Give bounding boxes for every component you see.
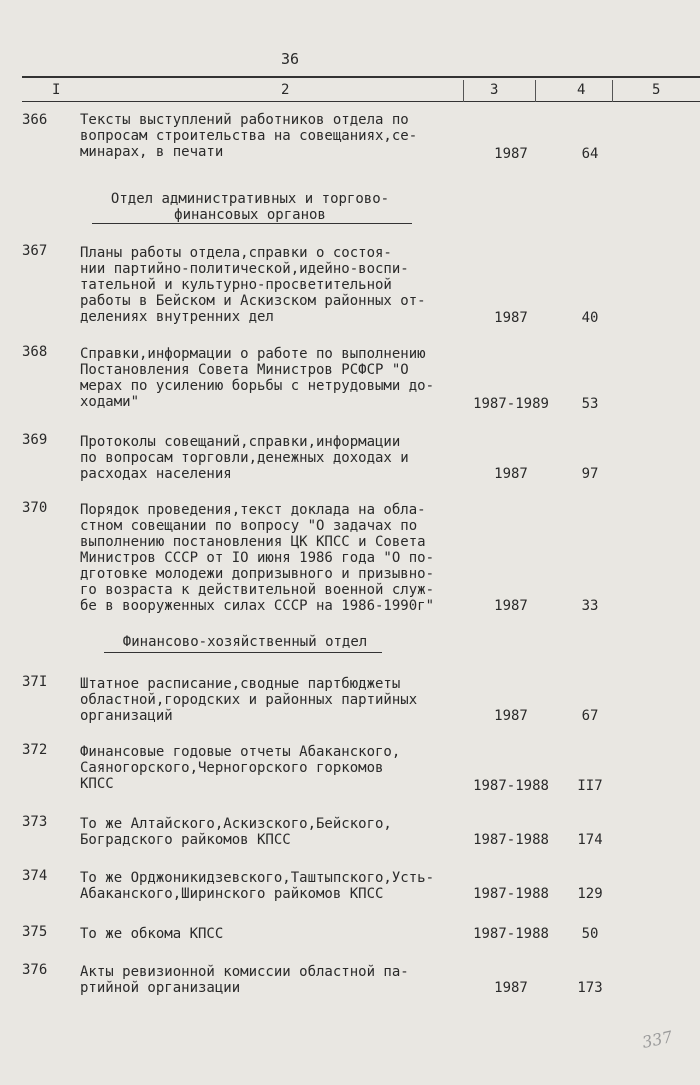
entry-description: Акты ревизионной комиссии областной па- ртийной организации (80, 964, 409, 996)
header-bottom-rule (22, 101, 700, 102)
entry-years: 1987-1988 (473, 926, 549, 942)
entry-years: 1987 (494, 310, 528, 326)
header-top-rule (22, 76, 700, 78)
entry-number: 370 (22, 500, 48, 516)
column-header: 5 (652, 82, 661, 98)
handwritten-page-note: 337 (640, 1027, 675, 1052)
entry-number: 367 (22, 243, 48, 259)
entry-number: 366 (22, 112, 48, 128)
entry-years: 1987-1988 (473, 832, 549, 848)
entry-count: 64 (581, 146, 599, 162)
column-divider (612, 80, 613, 102)
entry-count: 53 (581, 396, 599, 412)
entry-years: 1987-1988 (473, 778, 549, 794)
entry-description: То же Орджоникидзевского,Таштыпского,Усть- Абаканского,Ширинского райкомов КПСС (80, 870, 435, 902)
column-header: 2 (281, 82, 290, 98)
column-header: 3 (490, 82, 499, 98)
entry-count: 173 (577, 980, 603, 996)
entry-years: 1987-1989 (473, 396, 549, 412)
entry-number: 372 (22, 742, 48, 758)
section-heading: Отдел административных и торгово- финансовых органов (110, 191, 390, 223)
column-divider (535, 80, 536, 102)
entry-number: 375 (22, 924, 48, 940)
entry-count: 33 (581, 598, 599, 614)
entry-count: 97 (581, 466, 599, 482)
column-header: I (52, 82, 61, 98)
section-underline (92, 223, 412, 224)
entry-years: 1987-1988 (473, 886, 549, 902)
entry-years: 1987 (494, 708, 528, 724)
entry-description: Штатное расписание,сводные партбюджеты областной,городских и районных партийных организаций (80, 676, 418, 724)
entry-description: То же обкома КПСС (80, 926, 224, 942)
entry-count: 50 (581, 926, 599, 942)
entry-number: 368 (22, 344, 48, 360)
entry-number: 376 (22, 962, 48, 978)
entry-number: 373 (22, 814, 48, 830)
entry-description: Тексты выступлений работников отдела по вопросам строительства на совещаниях,се- минарах, в печати (80, 112, 418, 160)
entry-count: 67 (581, 708, 599, 724)
entry-number: 369 (22, 432, 48, 448)
section-heading: Финансово-хозяйственный отдел (122, 634, 368, 650)
entry-description: Протоколы совещаний,справки,информации по вопросам торговли,денежных доходах и расходах населения (80, 434, 409, 482)
entry-count: II7 (577, 778, 603, 794)
entry-years: 1987 (494, 466, 528, 482)
entry-description: Справки,информации о работе по выполнению Постановления Совета Министров РСФСР "О мерах по усилению борьбы с нетрудовыми до- ходами" (80, 346, 435, 410)
entry-description: То же Алтайского,Аскизского,Бейского, Боградского райкомов КПСС (80, 816, 392, 848)
entry-count: 40 (581, 310, 599, 326)
column-divider (463, 80, 464, 102)
entry-description: Финансовые годовые отчеты Абаканского, Саяногорского,Черногорского горкомов КПСС (80, 744, 401, 792)
entry-years: 1987 (494, 598, 528, 614)
column-header: 4 (577, 82, 586, 98)
entry-years: 1987 (494, 980, 528, 996)
entry-years: 1987 (494, 146, 528, 162)
entry-number: 37I (22, 674, 48, 690)
entry-number: 374 (22, 868, 48, 884)
entry-count: 174 (577, 832, 603, 848)
section-underline (104, 652, 382, 653)
entry-description: Порядок проведения,текст доклада на обла- стном совещании по вопросу "О задачах по выполнению постановления ЦК КПСС и Совета Министров СССР от IO июня 1986 года "О по- дготовке молодежи допризывного и призывно- го возраста к действительной военной служ- бе в вооруженных силах СССР на 1986-1990г" (80, 502, 435, 614)
entry-count: 129 (577, 886, 603, 902)
page-number: 36 (281, 50, 300, 68)
entry-description: Планы работы отдела,справки о состоя- нии партийно-политической,идейно-воспи- тательной и культурно-просветительной работы в Бейском и Аскизском районных от- делениях внутренних дел (80, 245, 426, 325)
